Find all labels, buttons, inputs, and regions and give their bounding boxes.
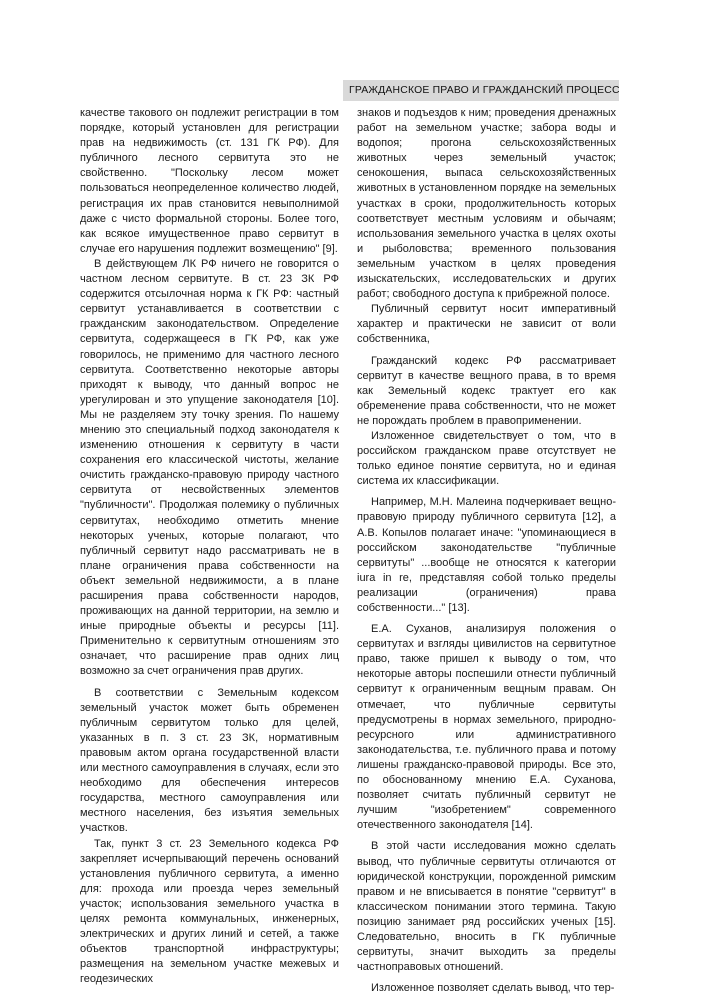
paragraph: Изложенное позволяет сделать вывод, что тер- [371,982,615,995]
right-column [357,106,616,995]
paragraph: В действующем ЛК РФ ничего не говорится о частном лесном сервитуте. В ст. 23 ЗК РФ содержится отсылочная норма к ГК РФ: частный сервитут устанавливается в соответствии с гражданским законодательством. Определение сервитута, содержащееся в ГК РФ, как уже говорилось, не применимо для частного лесного сервитута. Соответственно некоторые авторы приходят к выводу, что данный вопрос не урегулирован и это упущение законодателя [10]. Мы не разделяем эту точку зрения. По нашему мнению это специальный подход законодателя к изменению отношения к сервитуту в части сохранения его классической чистоты, желание очистить гражданско-правовую природу частного сервитута от несвойственных элементов "публичности". Продолжая полемику о публичных сервитутах, необходимо отметить мнение некоторых ученых, которые полагают, что публичный сервитут надо рассматривать не в плане ограничения права собственности на объект земельной недвижимости, а в плане расширения права собственности народов, проживающих на данной территории, на землю и иные природные объекты и ресурсы [11]. Применительно к сервитутным отношениям это означает, что расширение прав одних лиц возможно за счет ограничения прав других. [80,257,339,678]
paragraph: Так, пункт 3 ст. 23 Земельного кодекса РФ закрепляет исчерпывающий перечень оснований установления публичного сервитута, а именно для: прохода или проезда через земельный участок; использования земельного участка в целях ремонта коммунальных, инженерных, электрических и других линий и сетей, а также объектов транспортной инфраструктуры; размещения на земельном участке межевых и геодезических [80,837,339,986]
paragraph: Е.А. Суханов, анализируя положения о сервитутах и взгляды цивилистов на сервитутное право, также пришел к выводу о том, что некоторые авторы поспешили отнести публичный сервитут к ограниченным вещным правам. Он отмечает, что публичные сервитуты предусмотрены в нормах земельного, природно-ресурсного или административного законодательства, т.е. публичного права и потому лишены гражданско-правовой природы. Все это, по обоснованному мнению Е.А. Суханова, позволяет считать публичный сервитут не лучшим "изобретением" современного отечественного законодателя [14]. [357,623,616,832]
paragraph: Например, М.Н. Малеина подчеркивает вещно-правовую природу публичного сервитута [12], а А.В. Копылов полагает иначе: "упоминающиеся в российском законодательстве "публичные сервитуты" ...вообще не относятся к категории iura in re, представляя собой только пределы реализации (ограничения) права собственности..." [13]. [357,496,616,614]
paragraph: Гражданский кодекс РФ рассматривает сервитут в качестве вещного права, в то время как Земельный кодекс трактует его как обременение права собственности, что не может не порождать проблем в правоприменении. [357,354,616,427]
left-column [80,106,339,986]
section-title: ГРАЖДАНСКОЕ ПРАВО И ГРАЖДАНСКИЙ ПРОЦЕСС [349,85,620,96]
paragraph: Изложенное свидетельствует о том, что в российском гражданском праве отсутствует не только единое понятие сервитута, но и единая система их классификации. [357,429,616,488]
paragraph: В соответствии с Земельным кодексом земельный участок может быть обременен публичным сервитутом только для целей, указанных в п. 3 ст. 23 ЗК, нормативным правовым актом органа государственной власти или местного самоуправления в случаях, если это необходимо для обеспечения интересов государства, местного самоуправления или местного населения, без изъятия земельных участков. [80,686,339,835]
paragraph: знаков и подъездов к ним; проведения дренажных работ на земельном участке; забора воды и водопоя; прогона сельскохозяйственных животных через земельный участок; сенокошения, выпаса сельскохозяйственных животных в установленном порядке на земельных участках в сроки, продолжительность которых соответствует местным условиям и обычаям; использования земельного участка в целях охоты и рыболовства; временного пользования земельным участком в целях проведения изыскательских, исследовательских и других работ; свободного доступа к прибрежной полосе. [357,107,616,301]
paragraph: Публичный сервитут носит императивный характер и практически не зависит от воли собственника, [357,303,616,346]
paragraph: В этой части исследования можно сделать вывод, что публичные сервитуты отличаются от юридической конструкции, порожденной римским правом и не вписывается в понятие "сервитут" в классическом понимании этого термина. Такую позицию занимает ряд российских ученых [15]. Следовательно, вносить в ГК публичные сервитуты, значит выходить за пределы частноправовых отношений. [357,840,616,974]
paragraph: качестве такового он подлежит регистрации в том порядке, который установлен для регистрации прав на недвижимость (ст. 131 ГК РФ). Для публичного лесного сервитута это не свойственно. "Поскольку лесом может пользоваться неопределенное количество людей, регистрация их прав становится невыполнимой даже с чисто формальной стороны. Более того, как всякое имущественное право сервитут в случае его нарушения подлежит возмещению" [9]. [80,107,339,255]
running-header [343,80,619,101]
